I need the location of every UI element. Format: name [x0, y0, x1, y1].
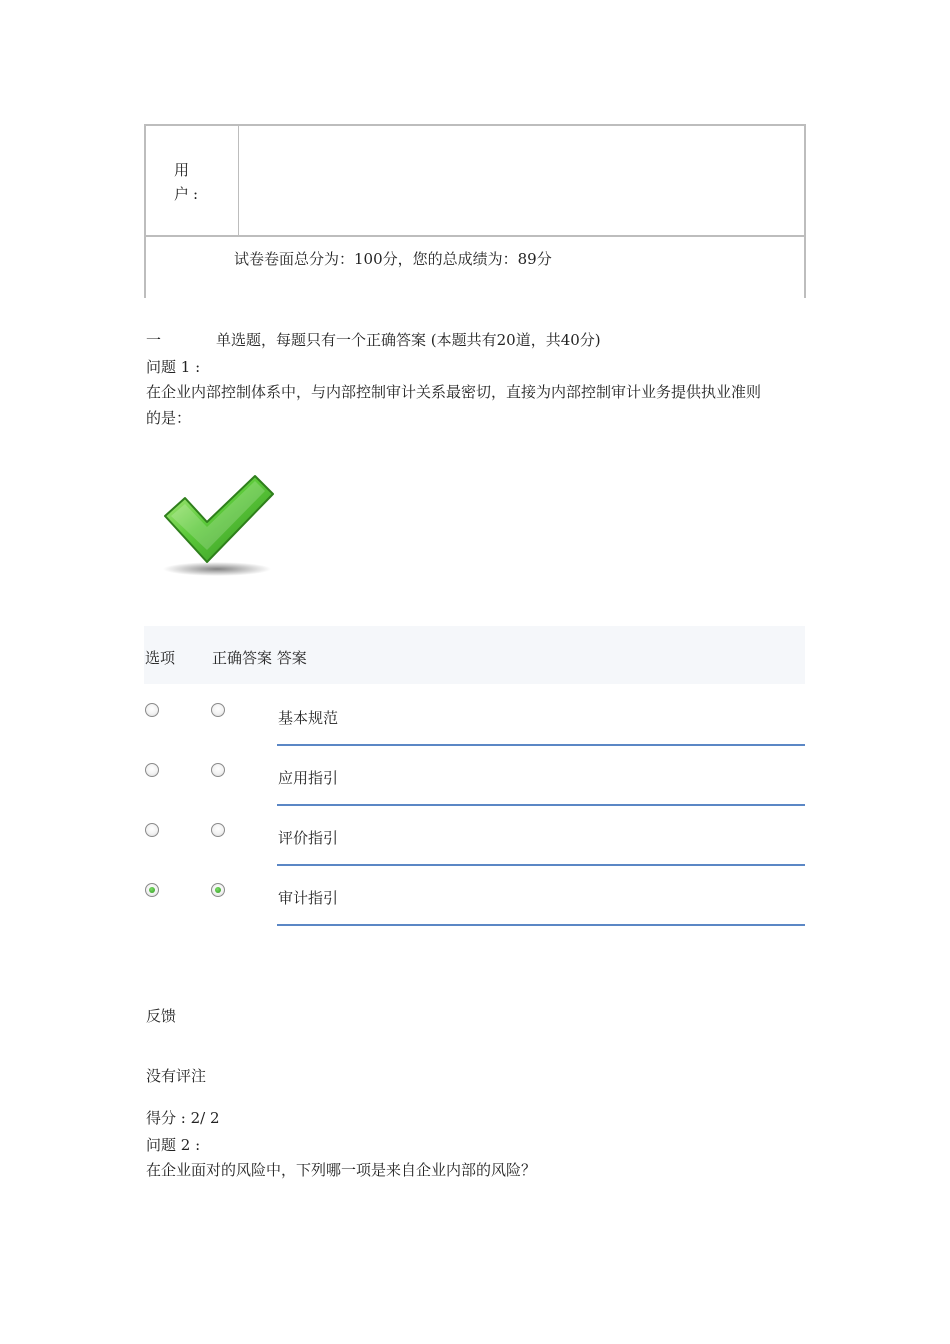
question-text-line1: 在企业内部控制体系中，与内部控制审计关系最密切，直接为内部控制审计业务提供执业准则	[146, 383, 762, 401]
feedback-text: 没有评注	[146, 1067, 207, 1085]
option-divider	[277, 744, 805, 746]
header-table	[144, 124, 806, 298]
score-text: 得分 : 2/ 2	[146, 1109, 220, 1127]
option-text: 审计指引	[278, 889, 339, 907]
check-mark-icon	[145, 428, 287, 616]
option-text: 评价指引	[278, 829, 339, 847]
table-divider-horizontal	[144, 235, 806, 237]
question-text-line2: 的是：	[146, 409, 192, 427]
correct-answer-column-header: 正确答案 答案	[212, 649, 307, 667]
option-divider	[277, 924, 805, 926]
section-title: 单选题，每题只有一个正确答案 (本题共有20道，共40分)	[216, 331, 601, 349]
table-divider-vertical	[238, 124, 239, 236]
option-divider	[277, 804, 805, 806]
table-border-top	[144, 124, 806, 126]
answer-radio[interactable]	[145, 823, 159, 837]
option-text: 应用指引	[278, 769, 339, 787]
answer-radio[interactable]	[145, 703, 159, 717]
option-text: 基本规范	[278, 709, 339, 727]
radio-selected-dot	[215, 887, 221, 893]
correct-answer-radio[interactable]	[211, 703, 225, 717]
options-header	[144, 626, 805, 684]
correct-answer-radio-selected[interactable]	[211, 883, 225, 897]
question-text: 在企业面对的风险中，下列哪一项是来自企业内部的风险？	[146, 1161, 537, 1179]
option-divider	[277, 864, 805, 866]
radio-selected-dot	[149, 887, 155, 893]
options-column-header: 选项	[145, 649, 176, 667]
table-border-right	[804, 124, 806, 298]
result-image	[145, 428, 287, 616]
question-label: 问题 2 :	[146, 1136, 201, 1154]
user-label: 用户:	[174, 161, 203, 203]
feedback-label: 反馈	[146, 1007, 177, 1025]
question-label: 问题 1 :	[146, 358, 201, 376]
score-summary: 试卷卷面总分为：100分，您的总成绩为：89分	[234, 250, 552, 268]
correct-answer-radio[interactable]	[211, 763, 225, 777]
correct-answer-radio[interactable]	[211, 823, 225, 837]
section-number: 一	[146, 331, 162, 349]
answer-radio-selected[interactable]	[145, 883, 159, 897]
answer-radio[interactable]	[145, 763, 159, 777]
table-border-left	[144, 124, 146, 298]
